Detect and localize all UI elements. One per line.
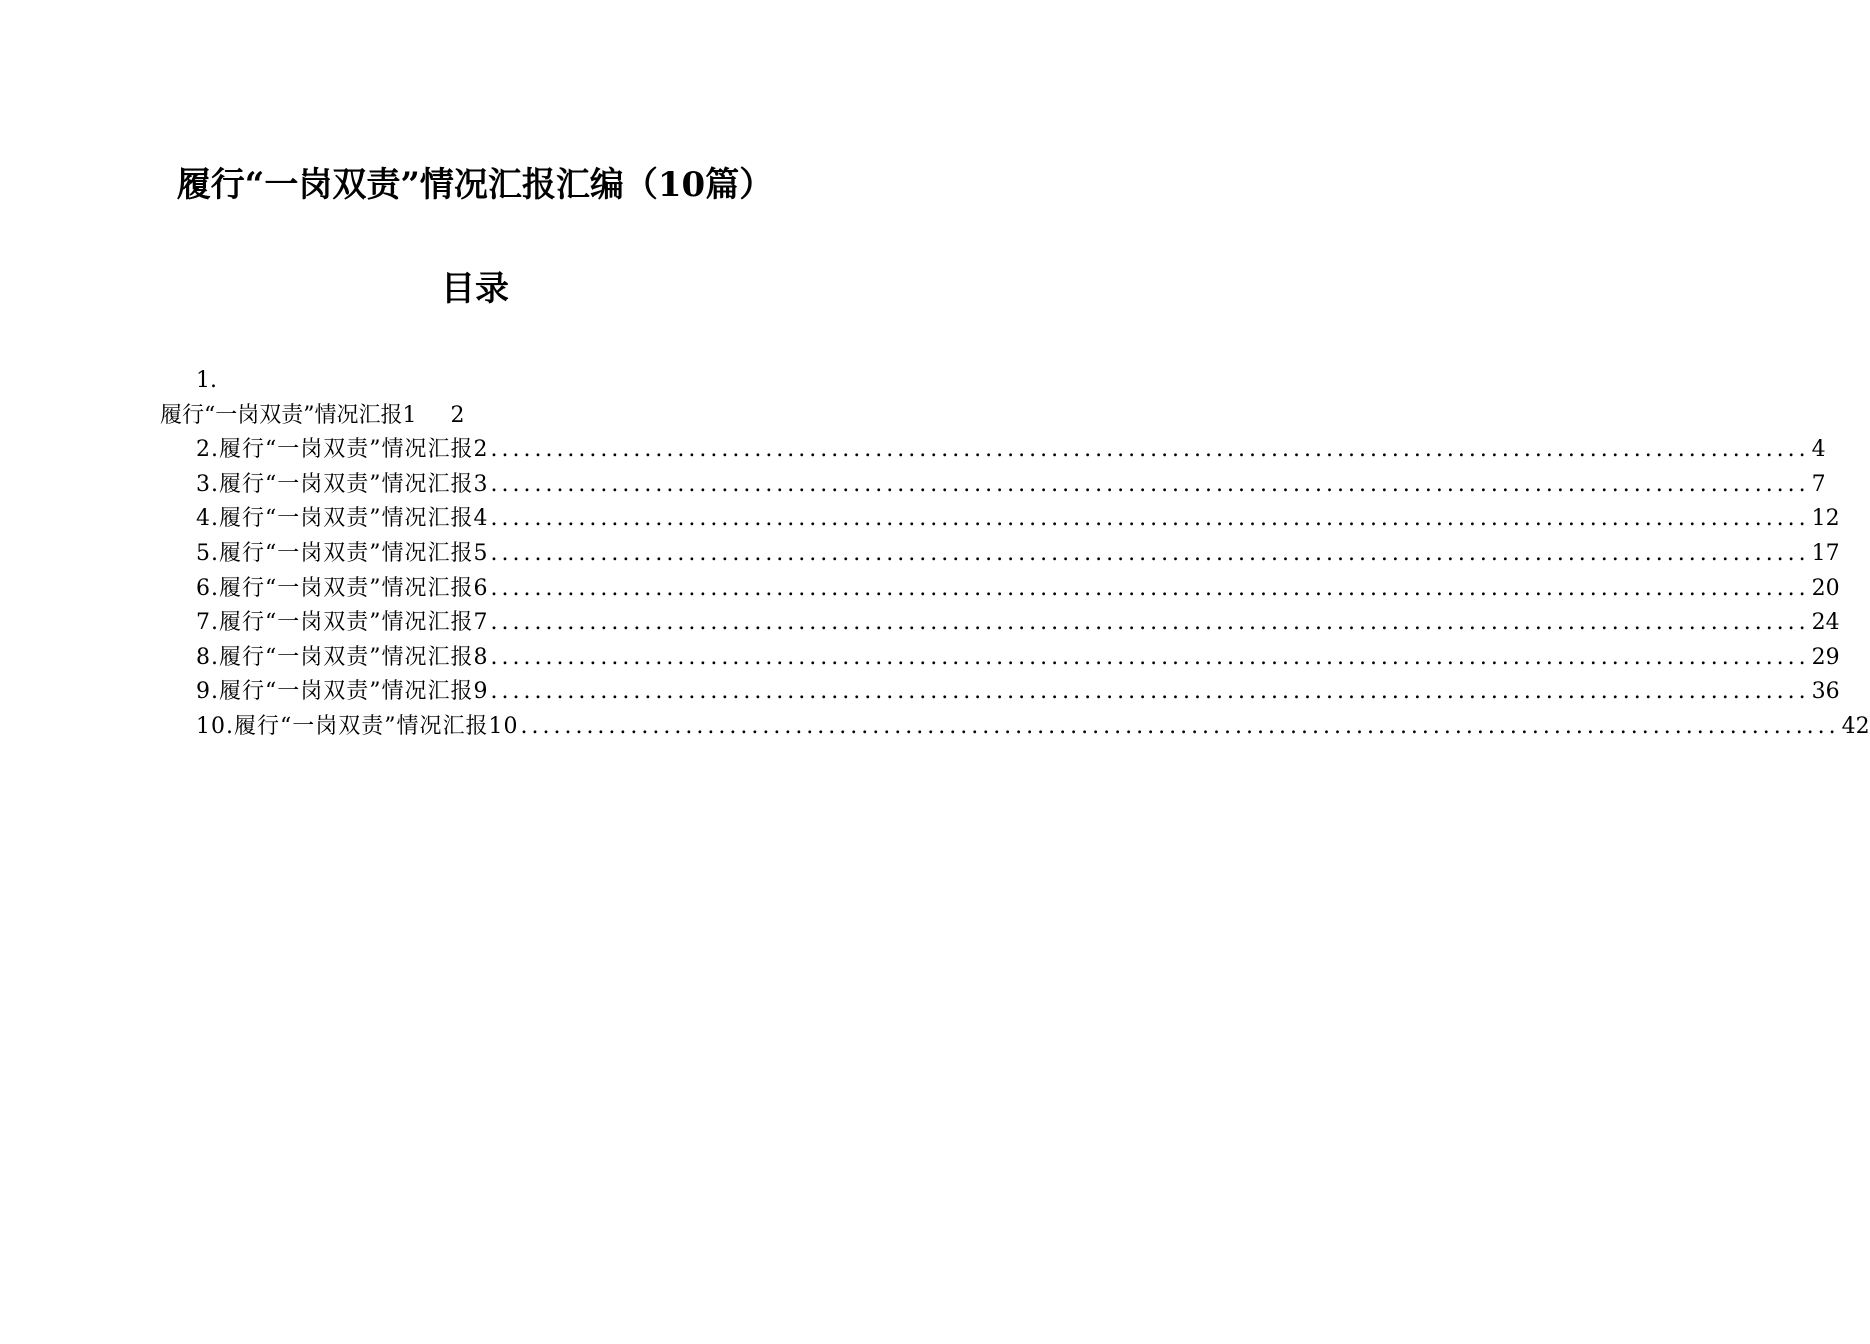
toc-dot-leader: ........................................................................................................................ [490,471,1810,497]
toc-dot-leader: ........................................................................................................................ [490,644,1810,670]
toc-entry-page: 4 [1811,437,1826,463]
document-title: 履行“一岗双责”情况汇报汇编（10篇） [176,165,774,205]
toc-entry-10[interactable] [160,710,1870,745]
toc-entry-page: 29 [1811,644,1840,670]
toc-entry-label: 3.履行“一岗双责”情况汇报3 [196,471,489,497]
toc-dot-leader: ........................................................................................................................ [520,713,1840,739]
toc-entry-label: 履行“一岗双责”情况汇报1 [160,402,417,428]
toc-entry-page: 7 [1811,471,1826,497]
toc-entry-label: 9.履行“一岗双责”情况汇报9 [196,679,489,705]
toc-entry-label: 4.履行“一岗双责”情况汇报4 [196,506,489,532]
toc-dot-leader: ........................................................................................................................ [490,679,1810,705]
toc-entry-label: 10.履行“一岗双责”情况汇报10 [196,713,519,739]
toc-dot-leader: ........................................................................................................................ [490,506,1810,532]
toc-heading: 目录 [441,269,509,309]
toc-entry-1[interactable] [160,399,806,434]
toc-dot-leader: ........................................................................................................................ [490,540,1810,566]
toc-entry-9[interactable] [160,675,1840,710]
toc-entry-page: 12 [1811,506,1840,532]
table-of-contents [160,364,1870,745]
toc-entry-8[interactable] [160,641,1840,676]
toc-entry-label: 7.履行“一岗双责”情况汇报7 [196,610,489,636]
toc-dot-leader: ........................................................................................................................ [490,610,1810,636]
toc-entry-page: 17 [1811,540,1840,566]
toc-entry-3[interactable] [160,468,1826,503]
toc-entry-5[interactable] [160,537,1840,572]
toc-entry-page: 20 [1811,575,1840,601]
toc-dot-leader: ........................................................................................................................ [490,437,1810,463]
toc-entry-4[interactable] [160,502,1840,537]
toc-entry-label: 2.履行“一岗双责”情况汇报2 [196,437,489,463]
toc-entry-2[interactable] [160,433,1826,468]
toc-entry-label: 6.履行“一岗双责”情况汇报6 [196,575,489,601]
toc-entry-6[interactable] [160,572,1840,607]
toc-entry-label: 5.履行“一岗双责”情况汇报5 [196,540,489,566]
toc-entry-1-number: 1. [196,368,217,393]
toc-dot-leader: ........................................................................................................................ [490,575,1810,601]
toc-entry-7[interactable] [160,606,1840,641]
toc-entry-page: 24 [1811,610,1840,636]
toc-entry-page: 36 [1811,679,1840,705]
toc-entry-page: 2 [450,402,465,428]
toc-entry-page: 42 [1841,713,1870,739]
toc-entry-label: 8.履行“一岗双责”情况汇报8 [196,644,489,670]
